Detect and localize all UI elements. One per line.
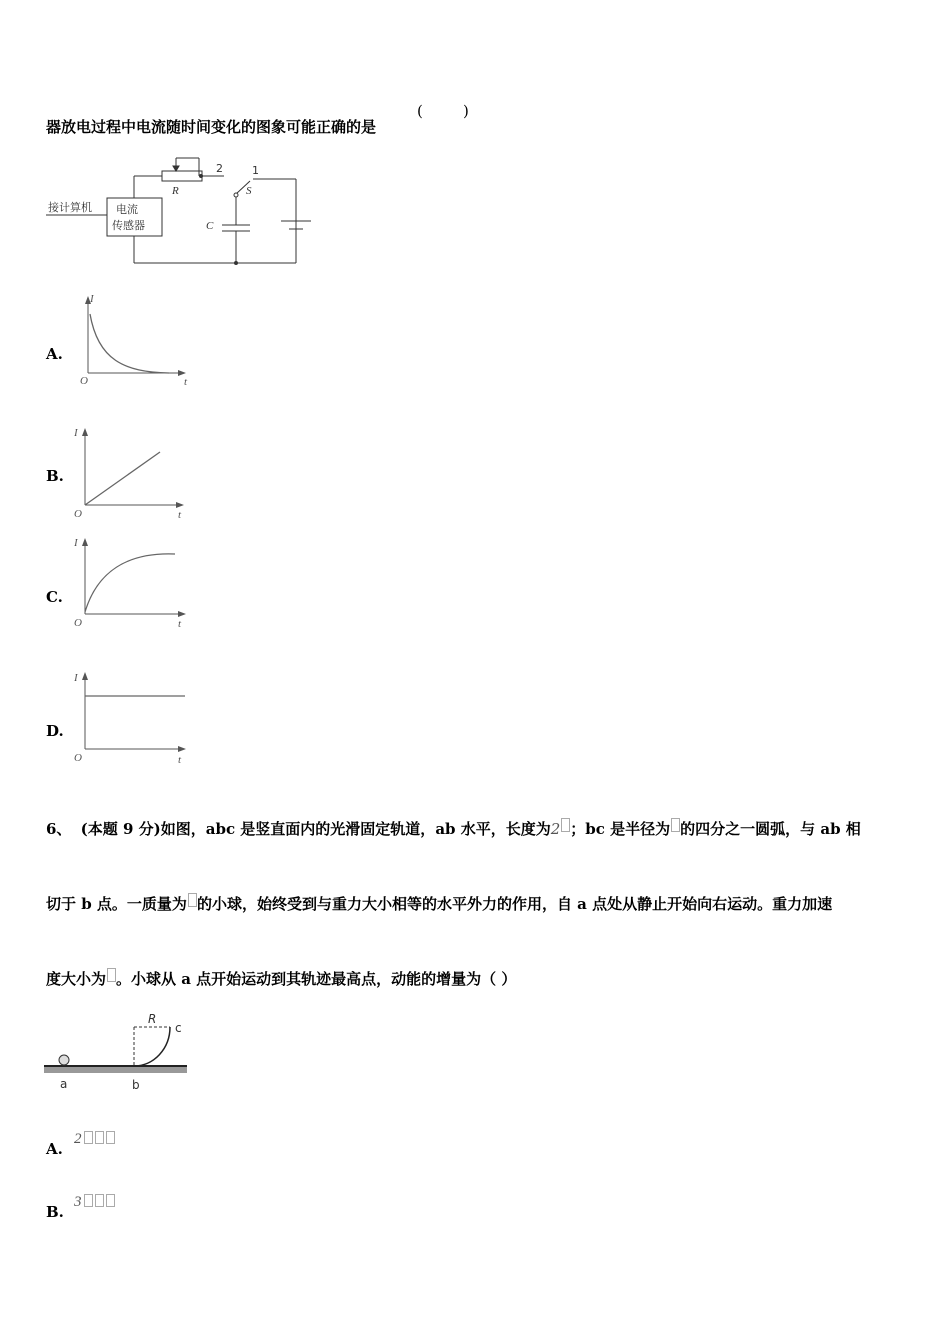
switch-label: S: [246, 185, 252, 197]
origin-label: O: [80, 375, 88, 387]
terminal-2-label: 2: [216, 162, 223, 175]
origin-label: O: [74, 508, 82, 520]
origin-label: O: [74, 752, 82, 764]
axis-i-label: I: [74, 537, 78, 549]
q5-option-b-label[interactable]: B.: [46, 467, 64, 485]
formula-placeholder-icon: [106, 1194, 115, 1207]
q6-line-2: [46, 893, 832, 914]
q6-text-1c: 的四分之一圆弧，与 ab 相: [680, 820, 861, 838]
formula-placeholder-icon: [84, 1194, 93, 1207]
q6-option-b-coef: 3: [74, 1194, 82, 1210]
origin-label: O: [74, 617, 82, 629]
q6-track-figure: [44, 1010, 194, 1095]
axis-i-label: I: [90, 293, 94, 305]
q6-line-1: [46, 818, 861, 839]
axis-i-label: I: [74, 427, 78, 439]
formula-placeholder-icon: [95, 1131, 104, 1144]
terminal-1-label: 1: [252, 164, 259, 177]
axis-t-label: t: [178, 754, 182, 766]
radius-label: R: [148, 1012, 157, 1026]
formula-placeholder-icon: [106, 1131, 115, 1144]
q6-text-2a: 切于 b 点。一质量为: [46, 895, 187, 913]
formula-placeholder-icon: [671, 818, 680, 832]
q5-option-d-graph: [72, 668, 192, 768]
q6-line-3: [46, 968, 516, 989]
axis-t-label: t: [178, 509, 182, 521]
formula-placeholder-icon: [188, 893, 197, 907]
capacitor-label: C: [206, 220, 214, 232]
q5-stem-text: 器放电过程中电流随时间变化的图象可能正确的是: [46, 118, 377, 136]
formula-placeholder-icon: [107, 968, 116, 982]
q5-paren-close: ): [463, 102, 469, 120]
q5-option-b-graph: [72, 422, 192, 522]
q6-option-a-label[interactable]: A.: [46, 1140, 63, 1158]
formula-placeholder-icon: [95, 1194, 104, 1207]
q5-stem: [46, 116, 376, 137]
point-c-label: c: [175, 1021, 182, 1035]
axis-t-label: t: [184, 376, 188, 388]
formula-placeholder-icon: [561, 818, 570, 832]
formula-placeholder-icon: [84, 1131, 93, 1144]
q6-option-b-value[interactable]: [74, 1194, 115, 1211]
resistor-label: R: [172, 185, 179, 197]
q5-option-a-label[interactable]: A.: [46, 345, 63, 363]
sensor-label-2: 传感器: [112, 219, 145, 232]
q6-text-2b: 的小球，始终受到与重力大小相等的水平外力的作用，自 a 点处从静止开始向右运动。重力加速: [196, 895, 833, 913]
q6-value-2: 2: [550, 820, 561, 838]
q5-option-c-label[interactable]: C.: [46, 588, 63, 606]
q5-option-c-graph: [72, 532, 192, 632]
sensor-label-1: 电流: [116, 203, 138, 216]
axis-i-label: I: [74, 672, 78, 684]
q6-number: 6、: [46, 820, 72, 838]
axis-t-label: t: [178, 618, 182, 630]
q6-option-a-value[interactable]: [74, 1131, 115, 1148]
circuit-diagram: [44, 155, 314, 270]
q5-paren-open: (: [417, 102, 423, 120]
q5-option-d-label[interactable]: D.: [46, 722, 64, 740]
q6-text-3b: 。小球从 a 点开始运动到其轨迹最高点，动能的增量为（ ）: [116, 970, 517, 988]
q6-option-a-coef: 2: [74, 1131, 82, 1147]
q6-option-b-label[interactable]: B.: [46, 1203, 64, 1221]
q6-text-3a: 度大小为: [46, 970, 107, 988]
q6-text-1b: ；bc 是半径为: [570, 820, 671, 838]
point-a-label: a: [60, 1077, 68, 1091]
point-b-label: b: [132, 1078, 140, 1092]
q5-option-a-graph: [74, 290, 194, 390]
q6-text-1a: (本题 9 分)如图，abc 是竖直面内的光滑固定轨道，ab 水平，长度为: [80, 820, 551, 838]
computer-label: 接计算机: [48, 201, 92, 214]
